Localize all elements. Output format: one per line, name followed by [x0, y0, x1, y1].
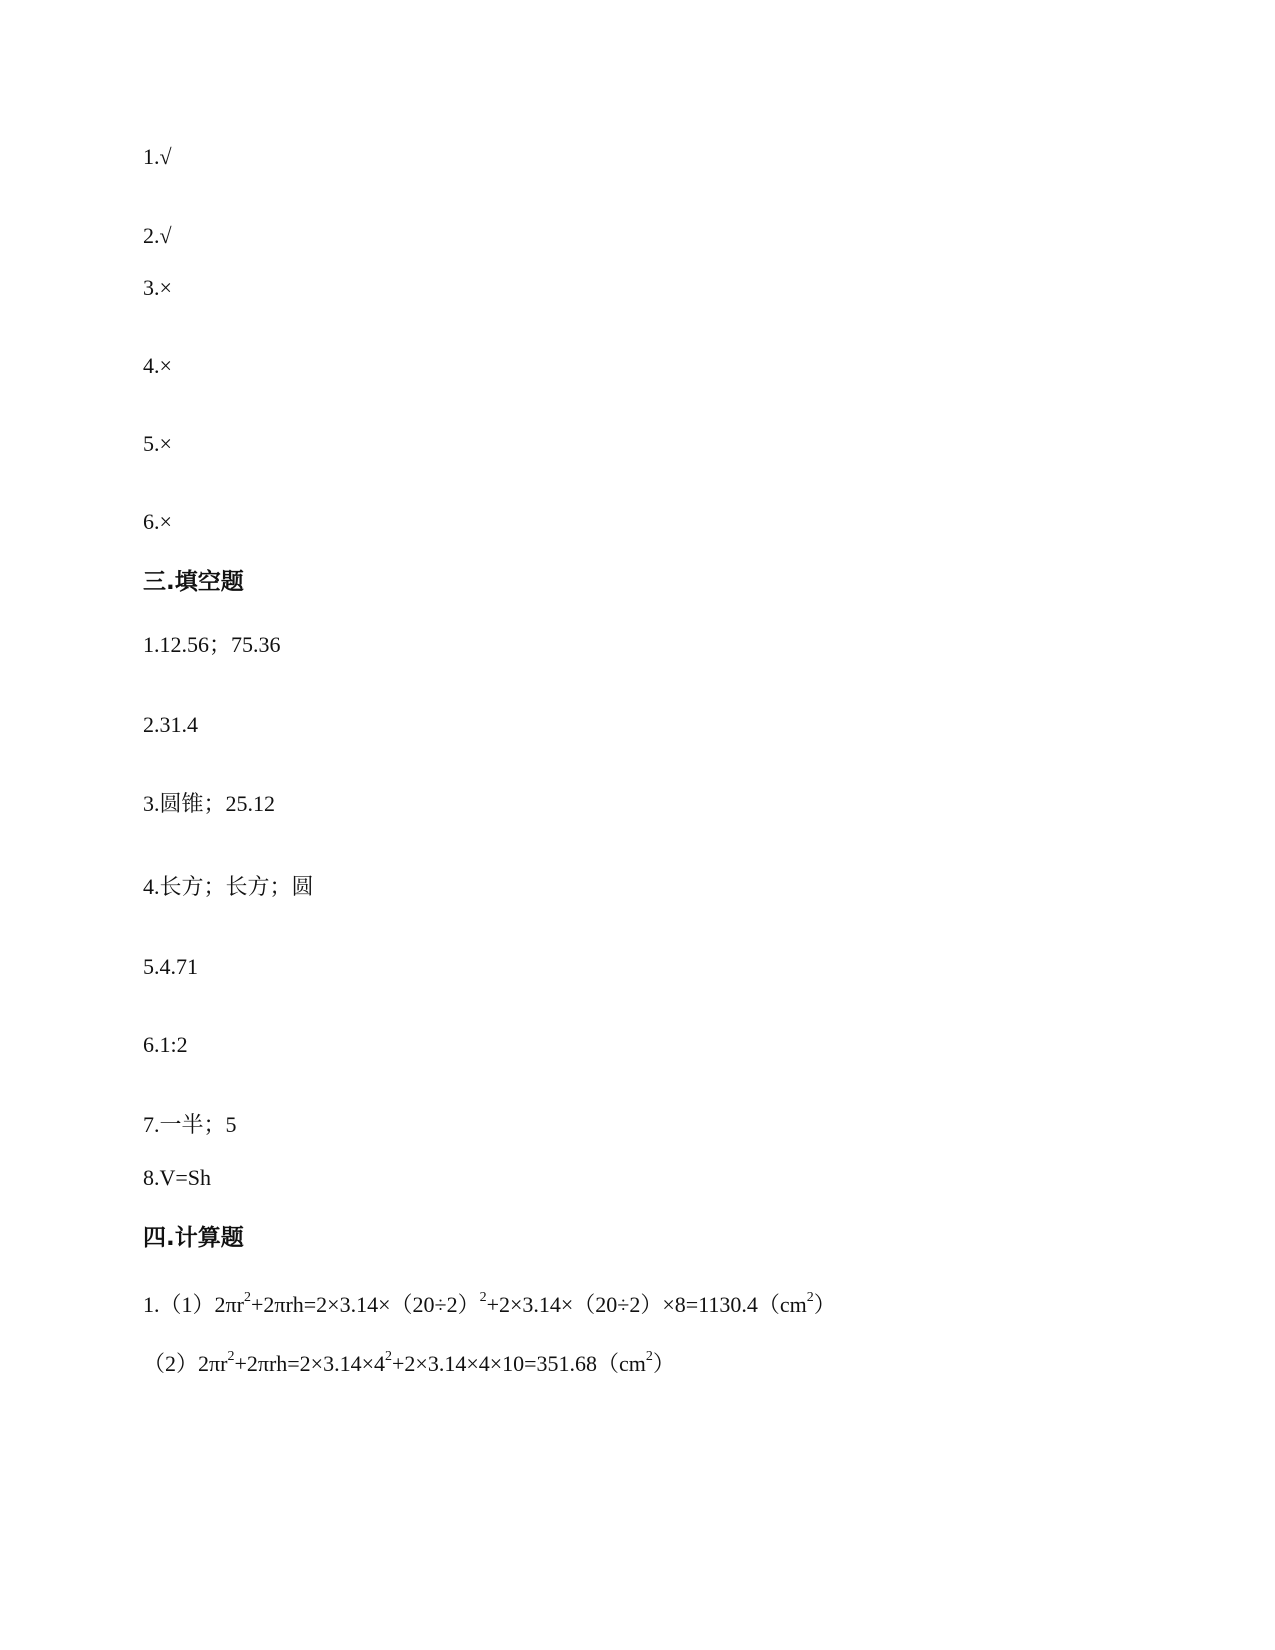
calc-1-exponent-a: 2 [243, 1289, 251, 1305]
calc-1-exponent-b: 2 [479, 1289, 487, 1305]
fill-answer-2: 2.31.4 [143, 712, 198, 737]
section-3-heading: 三.填空题 [143, 569, 244, 595]
fill-answer-6: 6.1:2 [143, 1032, 188, 1057]
fill-answer-5: 5.4.71 [143, 954, 198, 979]
calc-1-exponent-c: 2 [806, 1289, 814, 1305]
judgement-answer-3: 3.× [143, 275, 172, 300]
section-4-heading: 四.计算题 [143, 1225, 244, 1251]
judgement-answer-5: 5.× [143, 431, 172, 456]
fill-answer-1: 1.12.56；75.36 [143, 632, 281, 657]
calc-answer-1 [143, 1289, 836, 1318]
fill-answer-3: 3.圆锥；25.12 [143, 791, 276, 816]
calc-2-part-b: +2πrh=2×3.14×4 [234, 1351, 385, 1376]
calc-1-part-d: ） [813, 1292, 836, 1317]
fill-answer-4: 4.长方；长方；圆 [143, 874, 314, 899]
calc-1-part-b: +2πrh=2×3.14×（20÷2） [250, 1292, 480, 1317]
calc-answer-2 [143, 1348, 675, 1377]
judgement-answer-4: 4.× [143, 353, 172, 378]
fill-answer-7: 7.一半；5 [143, 1112, 237, 1137]
fill-answer-8: 8.V=Sh [143, 1165, 212, 1190]
calc-1-part-a: 1.（1）2πr [143, 1292, 244, 1317]
calc-2-part-a: （2）2πr [143, 1351, 228, 1376]
calc-2-part-d: ） [652, 1351, 675, 1376]
judgement-answer-1: 1.√ [143, 144, 172, 169]
judgement-answer-2: 2.√ [143, 223, 172, 248]
calc-2-exponent-a: 2 [227, 1348, 235, 1364]
calc-2-exponent-b: 2 [385, 1348, 392, 1364]
calc-1-part-c: +2×3.14×（20÷2）×8=1130.4（cm [486, 1292, 807, 1317]
calc-2-exponent-c: 2 [645, 1348, 653, 1364]
calc-2-part-c: +2×3.14×4×10=351.68（cm [392, 1351, 646, 1376]
judgement-answer-6: 6.× [143, 509, 172, 534]
